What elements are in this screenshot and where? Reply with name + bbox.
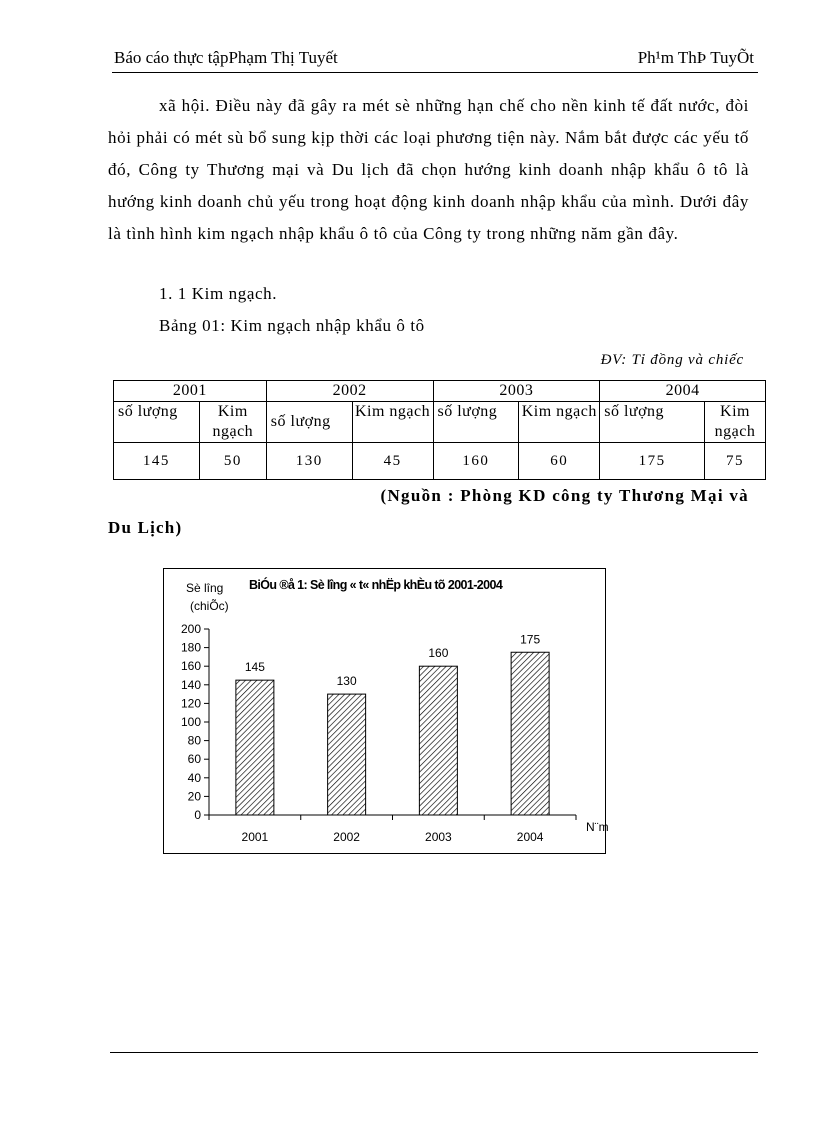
import-table xyxy=(113,380,766,480)
data-label: 175 xyxy=(520,632,541,647)
page-header-right: Ph¹m ThÞ TuyÕt xyxy=(637,48,754,67)
value-header: Kim ngạch xyxy=(352,402,433,443)
x-tick-label: 2003 xyxy=(425,830,452,844)
data-label: 145 xyxy=(244,660,265,675)
bar-chart xyxy=(163,568,609,854)
y-tick-label: 60 xyxy=(187,752,201,767)
source-note-cont: Du Lịch) xyxy=(108,518,183,537)
y-tick-label: 120 xyxy=(180,696,201,711)
x-tick-label: 2001 xyxy=(241,830,269,844)
year-header: 2002 xyxy=(266,381,433,402)
y-tick-label: 20 xyxy=(187,789,201,804)
quantity-cell: 160 xyxy=(433,443,519,480)
value-cell: 75 xyxy=(705,443,766,480)
value-header: Kim ngạch xyxy=(199,402,266,443)
quantity-header: số lượng xyxy=(266,402,352,443)
value-header: Kim ngạch xyxy=(705,402,766,443)
page-header-left: Báo cáo thực tậpPhạm Thị Tuyết xyxy=(114,48,338,67)
value-cell: 50 xyxy=(199,443,266,480)
body-text xyxy=(108,90,749,250)
quantity-cell: 175 xyxy=(600,443,705,480)
x-tick-label: 2002 xyxy=(333,830,360,844)
y-tick-label: 160 xyxy=(180,659,201,674)
quantity-header: số lượng xyxy=(600,402,705,443)
quantity-header: số lượng xyxy=(433,402,519,443)
y-tick-label: 180 xyxy=(180,640,201,655)
y-tick-label: 40 xyxy=(187,770,201,785)
bar xyxy=(236,680,274,815)
y-axis-unit: (chiÕc) xyxy=(190,599,229,613)
quantity-cell: 130 xyxy=(266,443,352,480)
year-header: 2001 xyxy=(114,381,267,402)
chart-title: BiÓu ®å 1: Sè lîng « t« nhËp khÈu tõ 2001-2004 xyxy=(249,578,503,592)
y-axis-label: Sè lîng xyxy=(186,581,224,595)
quantity-header: số lượng xyxy=(114,402,200,443)
x-tick-label: 2004 xyxy=(516,830,544,844)
y-tick-label: 140 xyxy=(180,677,201,692)
y-tick-label: 100 xyxy=(180,715,201,729)
data-label: 160 xyxy=(428,646,449,661)
unit-note: ĐV: Tỉ đồng và chiếc xyxy=(600,352,744,368)
body-paragraph: xã hội. Điều này đã gây ra mét sè những hạn chế cho nền kinh tế đất nước, đòi hỏi phải có mét sù bổ sung kịp thời các loại phương tiện này. Nắm bắt được các yếu tố đó, Công ty Thương mại và Du lịch đã chọn hướng kinh doanh nhập khẩu ô tô là hướng kinh doanh chủ yếu trong hoạt động kinh doanh nhập khẩu của mình. Dưới đây là tình hình kim ngạch nhập khẩu ô tô của Công ty trong những năm gần đây. xyxy=(108,96,749,243)
data-label: 130 xyxy=(336,674,357,689)
value-cell: 45 xyxy=(352,443,433,480)
bar xyxy=(419,666,457,815)
year-header: 2003 xyxy=(433,381,600,402)
value-cell: 60 xyxy=(519,443,600,480)
chart-svg xyxy=(164,569,609,853)
y-tick-label: 200 xyxy=(180,622,201,636)
y-tick-label: 80 xyxy=(187,733,201,748)
year-header: 2004 xyxy=(600,381,766,402)
header-rule xyxy=(112,72,758,73)
footer-rule xyxy=(110,1052,758,1053)
x-axis-label: N¨m xyxy=(586,820,609,834)
section-heading: 1. 1 Kim ngạch. xyxy=(159,284,278,303)
source-note: (Nguồn : Phòng KD công ty Thương Mại và xyxy=(380,486,749,505)
bar xyxy=(511,652,549,815)
bar xyxy=(328,694,366,815)
table-title: Bảng 01: Kim ngạch nhập khẩu ô tô xyxy=(159,316,425,335)
value-header: Kim ngạch xyxy=(519,402,600,443)
quantity-cell: 145 xyxy=(114,443,200,480)
y-tick-label: 0 xyxy=(194,808,201,822)
